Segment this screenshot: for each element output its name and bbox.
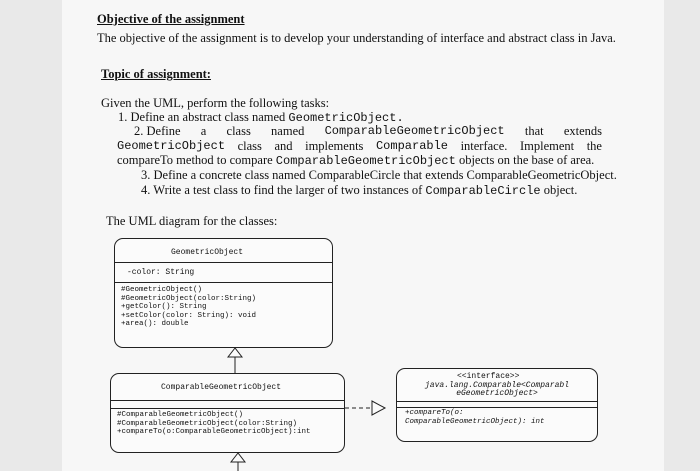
task-1-text: 1. Define an abstract class named	[118, 110, 289, 124]
uml-method: #GeometricObject()	[121, 286, 203, 294]
task-2-word: implements	[305, 139, 364, 153]
uml-class-name: GeometricObject	[171, 248, 244, 257]
task-4-text: 4. Write a test class to find the larger of two instances of	[141, 183, 426, 197]
uml-interface-name: eGeometricObject>	[456, 389, 538, 399]
task-2-word: and	[274, 139, 293, 153]
task-2-word: a	[200, 124, 207, 138]
task-3: 3. Define a concrete class named ComparableCircle that extends ComparableGeometricObject.	[141, 168, 617, 182]
uml-class-name: ComparableGeometricObject	[161, 383, 282, 392]
task-2-word: the	[586, 139, 602, 153]
task-2-word: class	[237, 139, 262, 153]
task-1-code: GeometricObject.	[288, 111, 404, 125]
uml-method: +getColor(): String	[121, 303, 207, 312]
uml-method: ComparableGeometricObject): int	[405, 417, 545, 426]
inheritance-arrow	[228, 348, 242, 373]
task-2-word: named	[271, 124, 305, 138]
task-4-text: object.	[540, 183, 578, 197]
task-2-word: Implement	[519, 139, 575, 153]
uml-attribute: -color: String	[127, 268, 195, 277]
topic-intro: Given the UML, perform the following tasks:	[101, 96, 330, 110]
task-2-word: class	[226, 124, 251, 138]
objective-heading: Objective of the assignment	[97, 12, 245, 26]
uml-interface-name: java.lang.Comparable<Comparabl	[424, 380, 570, 390]
task-2-code: Comparable	[375, 139, 448, 153]
task-2-code: GeometricObject	[117, 139, 226, 153]
uml-method: +compareTo(o:	[405, 409, 464, 417]
uml-method: #GeometricObject(color:String)	[121, 294, 257, 303]
uml-method: +compareTo(o:ComparableGeometricObject):int	[117, 428, 311, 437]
task-2-code: ComparableGeometricObject	[324, 124, 505, 138]
uml-method: +area(): double	[121, 320, 189, 329]
task-2-word: interface.	[460, 139, 508, 153]
uml-method: +setColor(color: String): void	[121, 311, 257, 320]
task-2-text: compareTo method to compare	[117, 153, 276, 167]
topic-heading: Topic of assignment:	[101, 67, 211, 81]
task-2-text: objects on the base of area.	[455, 153, 595, 167]
uml-caption: The UML diagram for the classes:	[106, 214, 278, 228]
task-2-code: ComparableGeometricObject	[275, 154, 456, 168]
task-2-word: extends	[563, 124, 602, 138]
task-2-word: that	[524, 124, 544, 138]
task-4-code: ComparableCircle	[425, 184, 541, 198]
realization-arrow	[345, 401, 385, 415]
uml-method: #ComparableGeometricObject(color:String)	[117, 419, 298, 428]
inheritance-arrow-bottom	[231, 453, 245, 471]
task-2-word: 2. Define	[134, 124, 181, 138]
uml-method: #ComparableGeometricObject()	[117, 411, 244, 419]
objective-text: The objective of the assignment is to develop your understanding of interface and abstract class in Java.	[97, 31, 616, 45]
uml-stereotype: <<interface>>	[457, 372, 520, 381]
